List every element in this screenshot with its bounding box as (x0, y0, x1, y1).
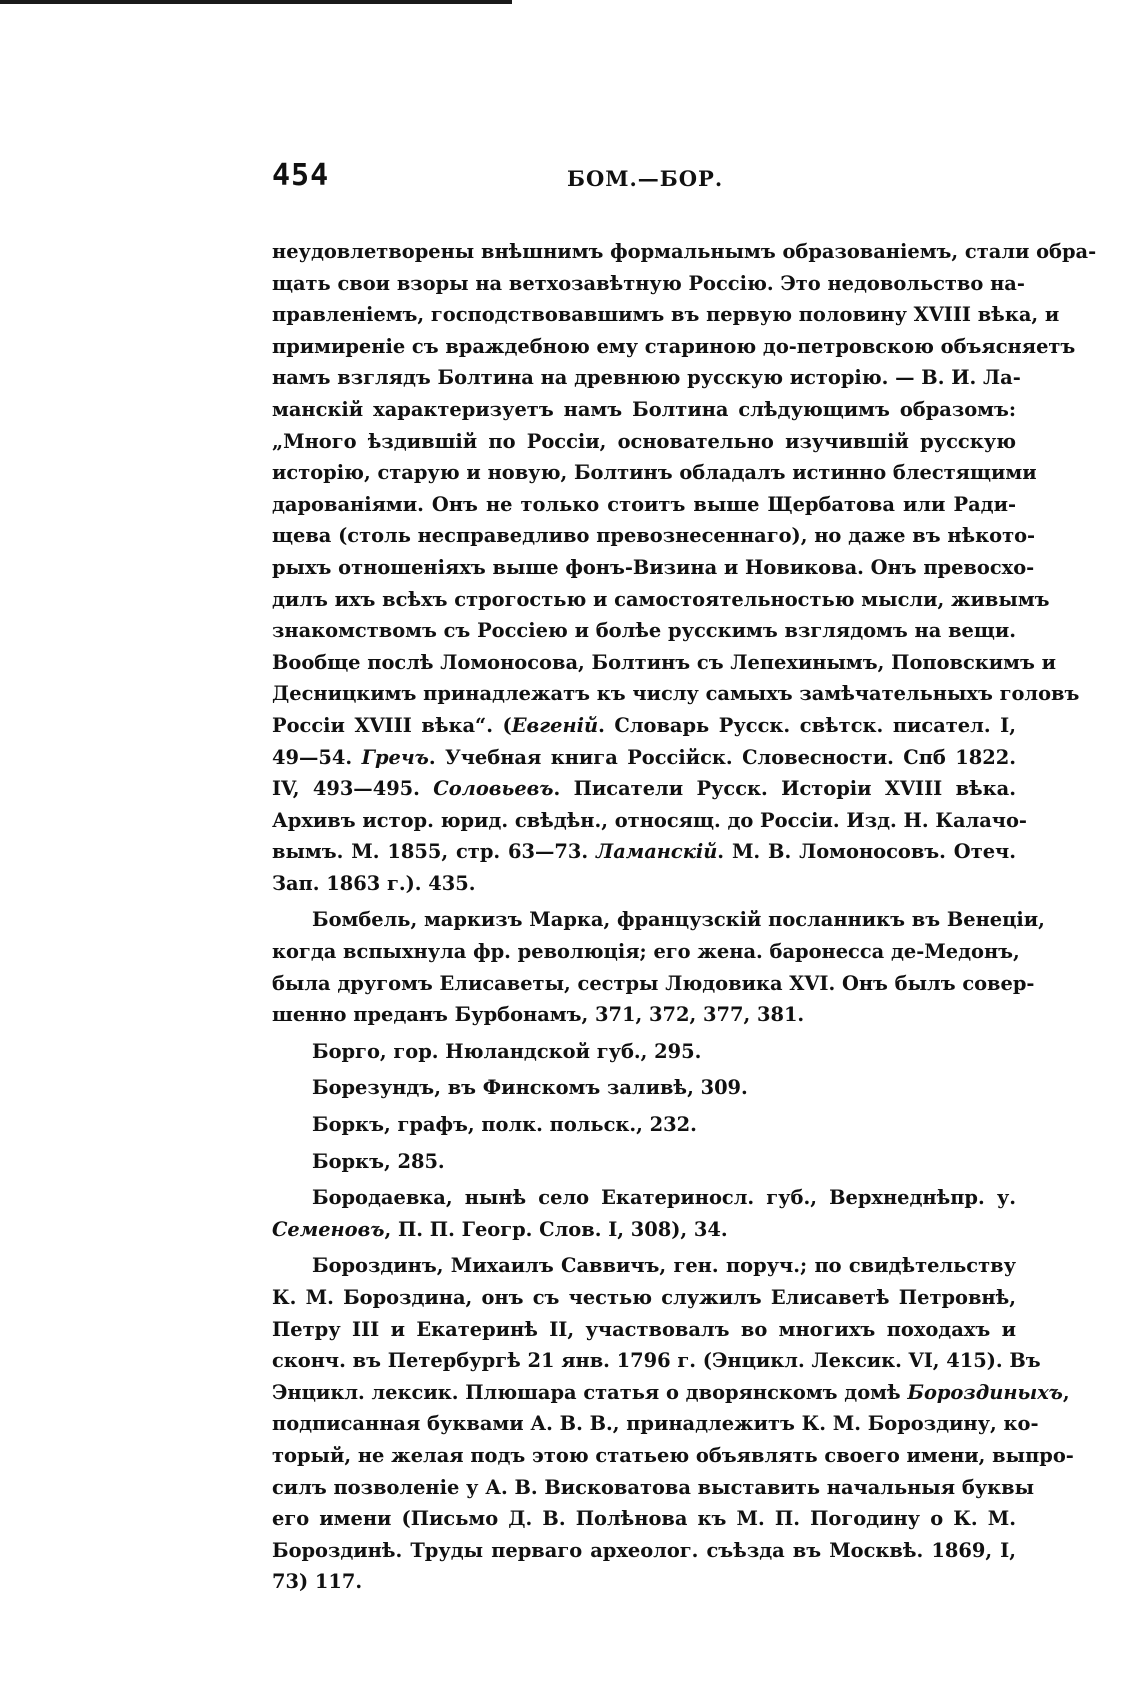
entry-first-line (272, 1146, 1016, 1178)
text-line (272, 299, 1060, 331)
line-text: когда вспыхнула фр. революція; его жена. баронесса де-Медонъ, (272, 940, 1020, 964)
text-line (272, 1440, 1074, 1472)
line-text: IV, 493—495. (272, 777, 434, 801)
italic-author: Бороздиныхъ (907, 1380, 1063, 1404)
text-line (272, 968, 1035, 1000)
text-line (272, 1214, 1016, 1246)
text-line (272, 647, 1057, 679)
italic-author: Ламанскій (596, 840, 718, 864)
line-text: манскій характеризуетъ намъ Болтина слѣдующимъ образомъ: (272, 397, 1016, 421)
line-text: сконч. въ Петербургѣ 21 янв. 1796 г. (Энцикл. Лексик. VI, 415). Въ (272, 1349, 1041, 1373)
text-line (272, 1566, 1016, 1598)
line-text: подписанная буквами А. В. В., принадлежитъ К. М. Бороздину, ко- (272, 1412, 1039, 1436)
line-text: щева (столь несправедливо превознесеннаго), но даже въ нѣкото- (272, 524, 1036, 548)
line-text: . М. В. Ломоносовъ. Отеч. (717, 840, 1016, 864)
line-text: торый, не желая подъ этою статьею объявлять своего имени, выпро- (272, 1443, 1074, 1467)
italic-author: Евгеній (511, 713, 599, 737)
italic-author: Соловьевъ (433, 777, 554, 801)
running-head: БОМ.—БОР. (567, 166, 724, 191)
text-line (272, 936, 1020, 968)
italic-author: Семеновъ (272, 1217, 385, 1241)
line-text: неудовлетворены внѣшнимъ формальнымъ образованіемъ, стали обра- (272, 240, 1097, 263)
line-text: 73) 117. (272, 1570, 363, 1594)
body-text (272, 236, 1097, 1598)
line-text: Энцикл. лексик. Плюшара статья о дворянскомъ домѣ (272, 1380, 908, 1404)
text-line (272, 999, 1016, 1031)
text-line (272, 1314, 1016, 1346)
entry-first-line (272, 904, 1045, 936)
text-line (272, 1408, 1039, 1440)
line-text: вымъ. М. 1855, стр. 63—73. (272, 840, 597, 864)
line-text: , нынѣ село Екатериносл. губ., Верхнеднѣпр. у. (445, 1186, 1016, 1210)
text-line (272, 678, 1080, 710)
entry-headword: Бородаевка (312, 1186, 446, 1210)
line-text: , маркизъ Марка, французскій посланникъ въ Венеціи, (410, 908, 1045, 932)
text-line (272, 615, 1016, 647)
line-text: была другомъ Елисаветы, сестры Людовика XVI. Онъ былъ совер- (272, 971, 1035, 995)
entry-first-line (272, 1250, 1016, 1282)
text-line (272, 362, 1021, 394)
entry-headword: Бороздинъ (312, 1254, 437, 1278)
italic-author: Гречъ (361, 745, 429, 769)
line-text: К. М. Бороздина, онъ съ честью служилъ Елисаветѣ Петровнѣ, (272, 1286, 1016, 1309)
line-text: исторію, старую и новую, Болтинъ обладалъ истинно блестящими (272, 461, 1037, 485)
text-line (272, 394, 1016, 426)
line-text: Десницкимъ принадлежатъ къ числу самыхъ замѣчательныхъ головъ (272, 682, 1080, 706)
line-text: знакомствомъ съ Россіею и болѣе русскимъ взглядомъ на вещи. (272, 619, 1016, 643)
line-text: , гор. Нюландской губ., 295. (379, 1039, 702, 1063)
line-text: 49—54. (272, 745, 362, 769)
line-text: намъ взглядъ Болтина на древнюю русскую исторію. — В. И. Ла- (272, 366, 1021, 390)
entry-first-line (272, 1109, 1016, 1141)
text-line (272, 710, 1016, 742)
line-text: Зап. 1863 г.). 435. (272, 871, 476, 895)
text-line (272, 268, 1025, 300)
text-line (272, 1345, 1041, 1377)
entry-headword: Борезундъ (312, 1076, 435, 1100)
page-header (272, 158, 1018, 198)
text-line (272, 1535, 1016, 1567)
line-text: примиреніе съ враждебною ему стариною до-петровскою объясняетъ (272, 334, 1076, 358)
line-text: , графъ, полк. польск., 232. (383, 1113, 697, 1137)
line-text: . Учебная книга Россійск. Словесности. Спб 1822. (428, 745, 1016, 769)
top-rule (0, 0, 512, 4)
text-line (272, 1377, 1070, 1409)
text-line (272, 1503, 1016, 1535)
line-text: , въ Финскомъ заливѣ, 309. (434, 1076, 748, 1100)
entry-first-line (272, 1072, 1016, 1104)
text-line (272, 457, 1037, 489)
text-line (272, 331, 1076, 363)
line-text: Россіи XVIII вѣка“. ( (272, 713, 512, 737)
text-line (272, 236, 1097, 268)
text-line (272, 520, 1036, 552)
line-text: Бороздинѣ. Труды перваго археолог. съѣзда въ Москвѣ. 1869, I, (272, 1538, 1016, 1562)
text-line (272, 426, 1016, 458)
line-text: его имени (Письмо Д. В. Полѣнова къ М. П. Погодину о К. М. (272, 1507, 1016, 1531)
line-text: Петру III и Екатеринѣ II, участвовалъ во многихъ походахъ и (272, 1317, 1016, 1341)
text-line (272, 1282, 1016, 1314)
line-text: щать свои взоры на ветхозавѣтную Россію. Это недовольство на- (272, 271, 1025, 295)
entry-headword: Бомбель (312, 908, 411, 932)
text-line (272, 489, 1016, 521)
text-line (272, 584, 1050, 616)
line-text: силъ позволеніе у А. В. Висковатова выставить начальныя буквы (272, 1475, 1035, 1499)
entry-headword: Боркъ (312, 1149, 384, 1173)
line-text: Архивъ истор. юрид. свѣдѣн., относящ. до Россіи. Изд. Н. Калачо- (272, 808, 1027, 832)
text-line (272, 836, 1016, 868)
entry-headword: Борго (312, 1039, 380, 1063)
text-line (272, 805, 1027, 837)
text-line (272, 773, 1016, 805)
line-text: рыхъ отношеніяхъ выше фонъ-Визина и Новикова. Онъ превосхо- (272, 555, 1035, 579)
text-line (272, 742, 1016, 774)
line-text: , П. П. Геогр. Слов. I, 308), 34. (384, 1217, 728, 1241)
line-text: дилъ ихъ всѣхъ строгостью и самостоятельностью мысли, живымъ (272, 587, 1050, 611)
text-line (272, 552, 1035, 584)
line-text: . Писатели Русск. Исторіи XVIII вѣка. (553, 777, 1016, 801)
entry-headword: Боркъ (312, 1113, 384, 1137)
line-text: , (1062, 1380, 1070, 1404)
entry-first-line (272, 1036, 1016, 1068)
entry-first-line (272, 1182, 1016, 1214)
text-line (272, 1472, 1035, 1504)
line-text: Вообще послѣ Ломоносова, Болтинъ съ Лепехинымъ, Поповскимъ и (272, 650, 1057, 674)
line-text: „Много ѣздившій по Россіи, основательно изучившій русскую (272, 429, 1016, 453)
page-number: 454 (272, 158, 330, 193)
text-line (272, 868, 1016, 900)
line-text: дарованіями. Онъ не только стоитъ выше Щербатова или Ради- (272, 492, 1016, 516)
line-text: правленіемъ, господствовавшимъ въ первую половину XVIII вѣка, и (272, 303, 1060, 327)
line-text: . Словарь Русск. свѣтск. писател. I, (598, 713, 1016, 737)
line-text: , 285. (383, 1149, 445, 1173)
line-text: , Михаилъ Саввичъ, ген. поруч.; по свидѣтельству (436, 1254, 1016, 1278)
line-text: шенно преданъ Бурбонамъ, 371, 372, 377, 381. (272, 1003, 805, 1027)
